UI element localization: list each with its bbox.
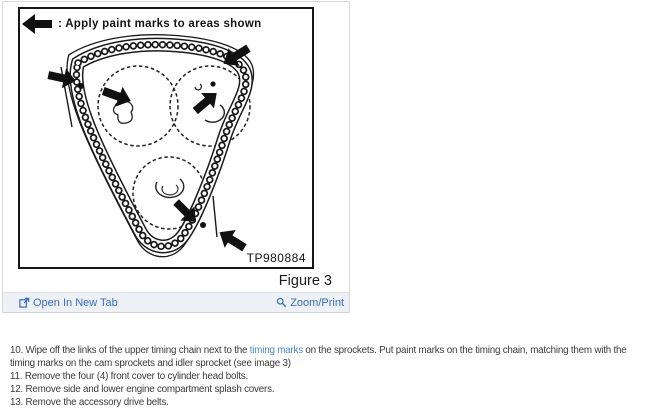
step-10 (10, 344, 642, 370)
paint-dot-left (78, 83, 84, 89)
step-11: 11. Remove the four (4) front cover to cylinder head bolts. (10, 371, 248, 382)
step-10-text-post: on the sprockets. Put paint marks on the timing chain, matching them with the timing marks on the cam sprockets and idler sprocket (see image 3) (10, 345, 627, 369)
timing-chain-diagram (20, 9, 312, 267)
right-chain-rail (213, 196, 217, 237)
figure-image-area (3, 2, 349, 269)
figure-caption: Figure 3 (278, 273, 332, 289)
legend-text: : Apply paint marks to areas shown (58, 18, 262, 30)
paint-dot-bottom (200, 222, 206, 228)
idler-inner-mark (162, 185, 178, 195)
legend-block-arrow-left-icon (22, 13, 52, 35)
paint-mark-arrow-bottom-right (214, 223, 250, 256)
left-cam-sprocket (98, 66, 178, 146)
step-10-text-pre: 10. Wipe off the links of the upper timing chain next to the (10, 345, 250, 356)
magnifier-icon (276, 297, 287, 308)
zoom-print-label: Zoom/Print (290, 296, 344, 309)
open-in-new-tab-link[interactable] (19, 297, 118, 309)
zoom-print-link[interactable] (276, 297, 344, 309)
figure-part-number: TP980884 (246, 251, 306, 265)
paint-mark-arrow-right-cam (189, 85, 223, 118)
timing-chain-loop (76, 45, 246, 247)
right-sprocket-center-mark (205, 105, 224, 122)
step-12: 12. Remove side and lower engine compartment splash covers. (10, 384, 275, 395)
step-13: 13. Remove the accessory drive belts. (10, 397, 169, 408)
paint-dot-right (210, 81, 215, 86)
figure-legend (22, 13, 261, 35)
right-sprocket-curl-mark (195, 84, 201, 90)
procedure-steps (10, 344, 642, 409)
timing-marks-link[interactable]: timing marks (249, 345, 303, 356)
figure-viewer-panel (2, 1, 350, 313)
timing-chain-figure (18, 7, 314, 269)
open-in-new-tab-label: Open In New Tab (33, 296, 118, 309)
open-in-new-icon (19, 297, 30, 308)
figure-toolbar (3, 292, 349, 313)
